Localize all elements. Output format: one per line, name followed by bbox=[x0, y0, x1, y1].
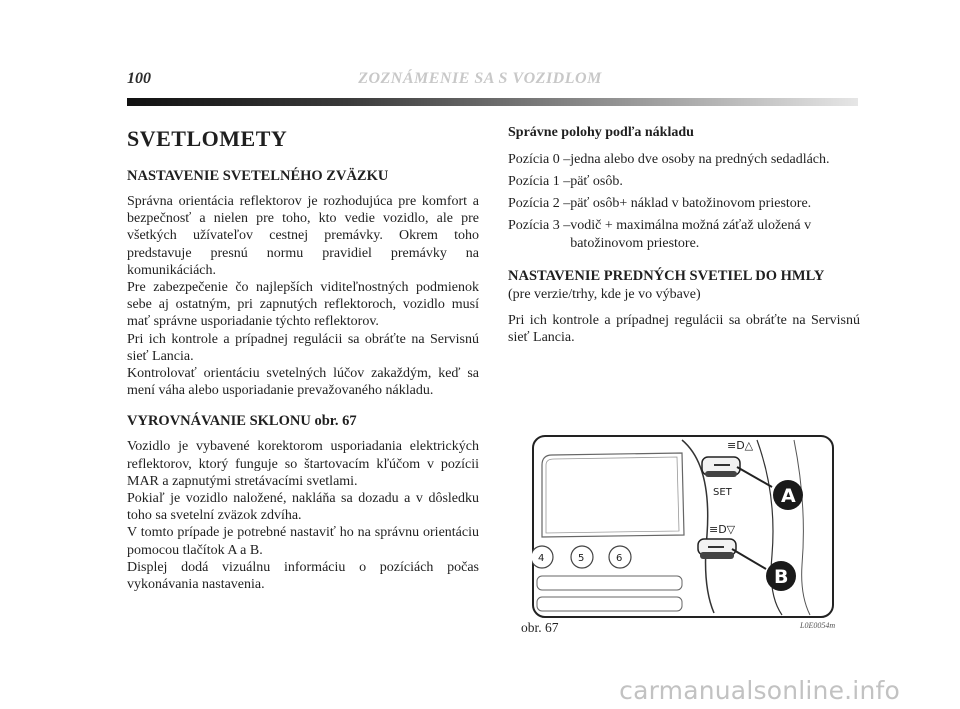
position-row bbox=[508, 151, 860, 169]
paragraph: Kontrolovať orientáciu svetelných lúčov zakaždým, keď sa mení váha alebo usporiadanie prevažovaného nákladu. bbox=[127, 366, 479, 399]
position-text: jedna alebo dve osoby na predných sedadlách. bbox=[570, 152, 830, 167]
fog-lights-heading: NASTAVENIE PREDNÝCH SVETIEL DO HMLY bbox=[508, 268, 825, 284]
paragraph: Pre zabezpečenie čo najlepších viditeľnostných podmienok sebe aj ostatným, pri zapnutých reflektoroch, vozidlo musí mať správne usporiadanie týchto reflektorov. bbox=[127, 280, 479, 330]
header-rule bbox=[127, 98, 858, 106]
callout-b-label: B bbox=[774, 566, 789, 588]
paragraph: Pri ich kontrole a prípadnej regulácii sa obráťte na Servisnú sieť Lancia. bbox=[508, 313, 860, 346]
position-label: Pozícia 3 – bbox=[508, 218, 571, 233]
paragraph: Pri ich kontrole a prípadnej regulácii sa obráťte na Servisnú sieť Lancia. bbox=[127, 331, 479, 364]
position-text: päť osôb. bbox=[570, 174, 623, 189]
position-row bbox=[508, 217, 860, 253]
round-button-6: 6 bbox=[616, 553, 623, 564]
position-text: päť osôb+ náklad v batožinovom priestore. bbox=[570, 196, 812, 211]
set-label: SET bbox=[713, 487, 732, 498]
figure-code: L0E0054m bbox=[800, 621, 836, 630]
round-button-5: 5 bbox=[578, 553, 585, 564]
fog-lights-subheading: (pre verzie/trhy, kde je vo výbave) bbox=[508, 287, 701, 302]
paragraph: V tomto prípade je potrebné nastaviť ho na správnu orientáciu pomocou tlačítok A a B. bbox=[127, 525, 479, 558]
position-label: Pozícia 2 – bbox=[508, 196, 571, 211]
section-title: SVETLOMETY bbox=[127, 126, 288, 151]
headlight-leveling-illustration bbox=[532, 435, 834, 618]
position-text: vodič + maximálna možná záťaž uložená v batožinovom priestore. bbox=[570, 218, 812, 251]
position-label: Pozícia 0 – bbox=[508, 152, 571, 167]
up-symbol-label: ≡D△ bbox=[727, 439, 754, 452]
callout-a-label: A bbox=[781, 485, 796, 507]
figure-67 bbox=[532, 435, 834, 618]
positions-heading: Správne polohy podľa nákladu bbox=[508, 125, 694, 140]
page-number: 100 bbox=[127, 70, 151, 87]
position-row bbox=[508, 195, 860, 213]
right-column bbox=[508, 124, 860, 346]
paragraph: Pokiaľ je vozidlo naložené, nakláňa sa dozadu a v dôsledku toho sa svetelní zväzok zdvíha. bbox=[127, 491, 479, 524]
left-column bbox=[127, 124, 479, 593]
position-label: Pozícia 1 – bbox=[508, 174, 571, 189]
position-row bbox=[508, 173, 860, 191]
paragraph: Displej dodá vizuálnu informáciu o pozíciách počas vykonávania nastavenia. bbox=[127, 559, 479, 593]
down-symbol-label: ≡D▽ bbox=[709, 523, 736, 536]
paragraph: Správna orientácia reflektorov je rozhodujúca pre komfort a bezpečnosť a nielen pre toho, kto vedie vozidlo, ale pre všetkých užívateľov cestnej premávky. Okrem toho predstavuje presnú normu pravidiel premávky na komunikáciách. bbox=[127, 194, 479, 278]
headlight-beam-heading: NASTAVENIE SVETELNÉHO ZVÄZKU bbox=[127, 168, 389, 184]
round-button-4: 4 bbox=[538, 553, 545, 564]
leveling-heading: VYROVNÁVANIE SKLONU obr. 67 bbox=[127, 413, 357, 430]
running-title: ZOZNÁMENIE SA S VOZIDLOM bbox=[358, 70, 602, 87]
watermark: carmanualsonline.info bbox=[619, 676, 900, 705]
figure-caption: obr. 67 bbox=[521, 620, 559, 635]
paragraph: Vozidlo je vybavené korektorom usporiadania elektrických reflektorov, ktorý funguje so štartovacím kľúčom v pozícii MAR a zapnutými stretávacími svetlami. bbox=[127, 439, 479, 489]
